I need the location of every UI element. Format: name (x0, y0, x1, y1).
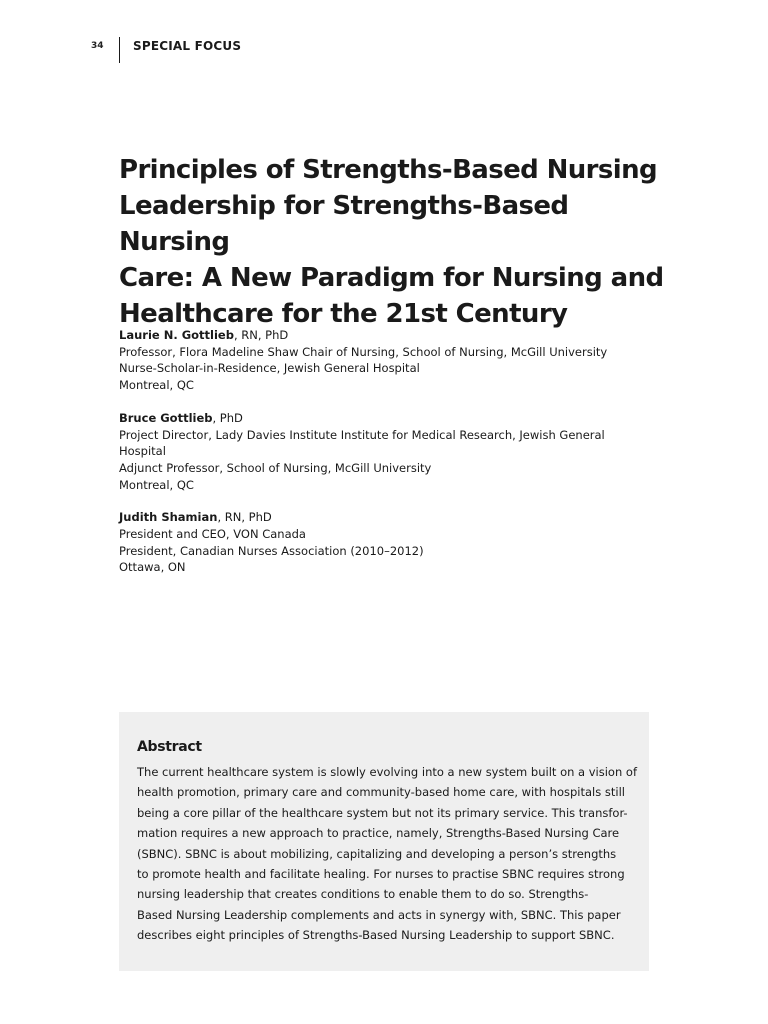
title-line: Principles of Strengths-Based Nursing (119, 155, 658, 185)
author-credentials: , RN, PhD (217, 510, 272, 525)
abstract-line: to promote health and facilitate healing. For nurses to practise SBNC requires strong (137, 867, 625, 882)
author-name: Judith Shamian (119, 510, 218, 525)
abstract-line: health promotion, primary care and community-based home care, with hospitals still (137, 785, 625, 800)
abstract-line: describes eight principles of Strengths-Based Nursing Leadership to support SBNC. (137, 928, 615, 943)
abstract-line: The current healthcare system is slowly evolving into a new system built on a vision of (137, 765, 637, 779)
article-title (119, 152, 664, 332)
section-label: SPECIAL FOCUS (133, 39, 242, 53)
abstract-line: nursing leadership that creates conditions to enable them to do so. Strengths- (137, 887, 589, 902)
author-name: Laurie N. Gottlieb (119, 328, 234, 342)
abstract-line: being a core pillar of the healthcare system but not its primary service. This transfor- (137, 805, 628, 820)
abstract-box (119, 712, 649, 971)
author-credentials: , RN, PhD (233, 328, 289, 342)
author-affiliation: President and CEO, VON Canada (119, 527, 306, 542)
title-line: Healthcare for the 21st Century (119, 299, 568, 329)
abstract-line: mation requires a new approach to practice, namely, Strengths-Based Nursing Care (137, 826, 620, 841)
author-affiliation: Hospital (119, 444, 166, 459)
abstract-heading: Abstract (137, 739, 202, 755)
author-affiliation: Adjunct Professor, School of Nursing, McGill University (119, 460, 432, 475)
author-list (119, 327, 639, 592)
author-heading (119, 509, 639, 526)
page-number: 34 (91, 41, 104, 51)
abstract-line: Based Nursing Leadership complements and acts in synergy with, SBNC. This paper (137, 907, 621, 922)
title-line: Leadership for Strengths-Based Nursing (119, 191, 569, 257)
author-credentials: , PhD (212, 410, 243, 425)
header-divider (119, 37, 120, 63)
author-affiliation: Project Director, Lady Davies Institute Institute for Medical Research, Jewish General (119, 427, 605, 442)
author-affiliation: Nurse-Scholar-in-Residence, Jewish General Hospital (119, 361, 420, 376)
author-block (119, 327, 639, 394)
author-location: Montreal, QC (119, 378, 194, 393)
author-heading (119, 410, 639, 427)
author-location: Montreal, QC (119, 477, 194, 492)
author-block (119, 509, 639, 576)
author-name: Bruce Gottlieb (119, 410, 213, 425)
author-affiliation: President, Canadian Nurses Association (2010–2012) (119, 543, 424, 558)
author-affiliation: Professor, Flora Madeline Shaw Chair of Nursing, School of Nursing, McGill University (119, 344, 608, 359)
abstract-line: (SBNC). SBNC is about mobilizing, capitalizing and developing a person’s strengths (137, 846, 617, 861)
title-line: Care: A New Paradigm for Nursing and (119, 263, 664, 293)
abstract-body (137, 762, 637, 946)
author-heading (119, 327, 639, 344)
author-location: Ottawa, ON (119, 560, 186, 575)
author-block (119, 410, 639, 494)
